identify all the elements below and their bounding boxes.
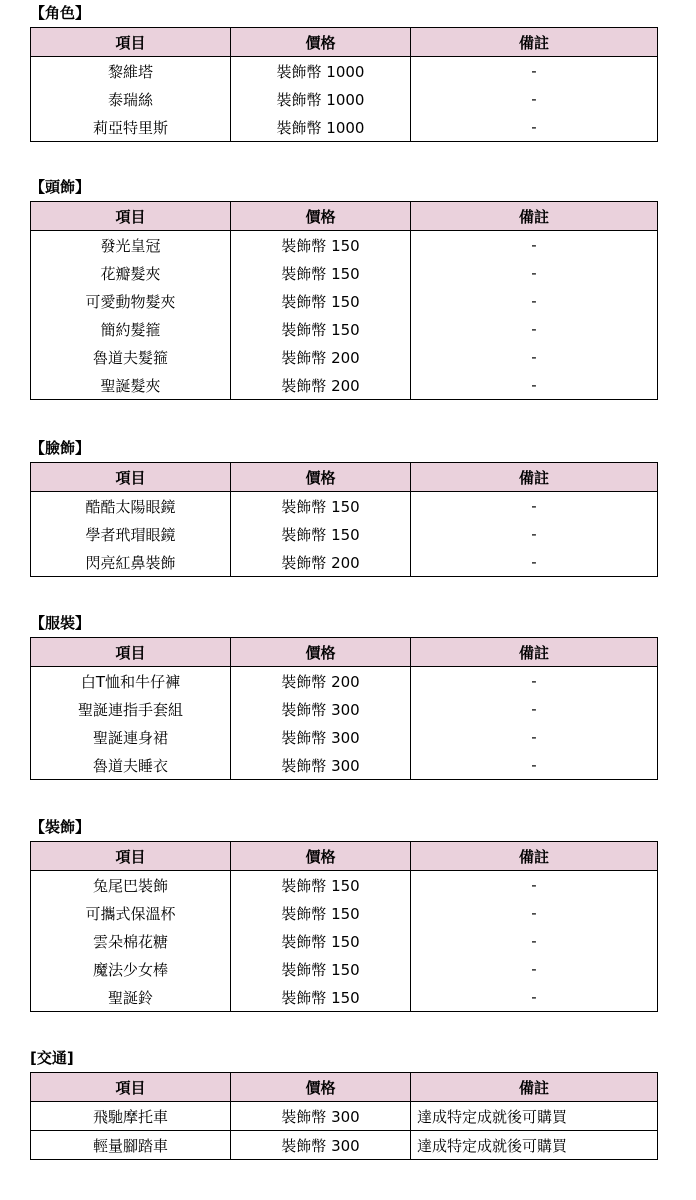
header-item: 項目 xyxy=(31,842,231,871)
table-row xyxy=(31,259,658,287)
cell-note: - xyxy=(411,259,658,287)
cell-price: 裝飾幣 300 xyxy=(231,1131,411,1160)
cell-item: 聖誕連身裙 xyxy=(31,723,231,751)
cell-price: 裝飾幣 200 xyxy=(231,667,411,696)
cell-note: - xyxy=(411,927,658,955)
cell-price: 裝飾幣 300 xyxy=(231,723,411,751)
header-price: 價格 xyxy=(231,28,411,57)
cell-price: 裝飾幣 1000 xyxy=(231,113,411,142)
table-row xyxy=(31,548,658,577)
header-note: 備註 xyxy=(411,202,658,231)
header-item: 項目 xyxy=(31,28,231,57)
cell-item: 簡約髮箍 xyxy=(31,315,231,343)
cell-price: 裝飾幣 150 xyxy=(231,899,411,927)
header-note: 備註 xyxy=(411,463,658,492)
table-header-row xyxy=(31,842,658,871)
cell-item: 雲朵棉花糖 xyxy=(31,927,231,955)
header-item: 項目 xyxy=(31,202,231,231)
cell-item: 聖誕髮夾 xyxy=(31,371,231,400)
cell-price: 裝飾幣 300 xyxy=(231,751,411,780)
cell-note: - xyxy=(411,723,658,751)
table-row xyxy=(31,520,658,548)
section-title: 【服裝】 xyxy=(30,614,91,632)
table-header-row xyxy=(31,638,658,667)
cell-price: 裝飾幣 150 xyxy=(231,231,411,260)
table-row xyxy=(31,57,658,86)
cell-note: - xyxy=(411,343,658,371)
cell-note: - xyxy=(411,315,658,343)
cell-price: 裝飾幣 150 xyxy=(231,315,411,343)
header-note: 備註 xyxy=(411,28,658,57)
table-row xyxy=(31,315,658,343)
cell-item: 發光皇冠 xyxy=(31,231,231,260)
cell-item: 閃亮紅鼻裝飾 xyxy=(31,548,231,577)
table-row xyxy=(31,695,658,723)
header-price: 價格 xyxy=(231,842,411,871)
cell-item: 魯道夫髮箍 xyxy=(31,343,231,371)
table-row xyxy=(31,723,658,751)
cell-price: 裝飾幣 150 xyxy=(231,927,411,955)
cell-price: 裝飾幣 150 xyxy=(231,287,411,315)
cell-price: 裝飾幣 150 xyxy=(231,871,411,900)
cell-item: 黎維塔 xyxy=(31,57,231,86)
price-table xyxy=(30,637,658,780)
table-row xyxy=(31,1102,658,1131)
cell-price: 裝飾幣 300 xyxy=(231,1102,411,1131)
cell-price: 裝飾幣 300 xyxy=(231,695,411,723)
cell-note: - xyxy=(411,695,658,723)
cell-price: 裝飾幣 1000 xyxy=(231,85,411,113)
cell-price: 裝飾幣 150 xyxy=(231,520,411,548)
cell-note: - xyxy=(411,287,658,315)
header-item: 項目 xyxy=(31,1073,231,1102)
table-row xyxy=(31,871,658,900)
cell-item: 輕量腳踏車 xyxy=(31,1131,231,1160)
cell-price: 裝飾幣 150 xyxy=(231,492,411,521)
cell-item: 兔尾巴裝飾 xyxy=(31,871,231,900)
cell-item: 莉亞特里斯 xyxy=(31,113,231,142)
price-table xyxy=(30,462,658,577)
cell-price: 裝飾幣 200 xyxy=(231,343,411,371)
table-row xyxy=(31,983,658,1012)
cell-note: - xyxy=(411,667,658,696)
table-row xyxy=(31,955,658,983)
table-row xyxy=(31,927,658,955)
section-title: 【角色】 xyxy=(30,4,91,22)
cell-item: 魔法少女棒 xyxy=(31,955,231,983)
section-title: [交通] xyxy=(30,1049,74,1067)
cell-item: 白T恤和牛仔褲 xyxy=(31,667,231,696)
cell-note: - xyxy=(411,751,658,780)
cell-price: 裝飾幣 150 xyxy=(231,955,411,983)
table-header-row xyxy=(31,1073,658,1102)
cell-price: 裝飾幣 150 xyxy=(231,259,411,287)
cell-note: - xyxy=(411,548,658,577)
cell-price: 裝飾幣 200 xyxy=(231,548,411,577)
cell-item: 聖誕連指手套組 xyxy=(31,695,231,723)
header-price: 價格 xyxy=(231,1073,411,1102)
cell-item: 魯道夫睡衣 xyxy=(31,751,231,780)
cell-item: 泰瑞絲 xyxy=(31,85,231,113)
cell-note: - xyxy=(411,899,658,927)
table-row xyxy=(31,287,658,315)
table-row xyxy=(31,667,658,696)
cell-note: - xyxy=(411,231,658,260)
cell-note: - xyxy=(411,983,658,1012)
cell-price: 裝飾幣 1000 xyxy=(231,57,411,86)
table-row xyxy=(31,113,658,142)
table-row xyxy=(31,343,658,371)
cell-note: - xyxy=(411,955,658,983)
section-title: 【裝飾】 xyxy=(30,818,91,836)
cell-note: - xyxy=(411,113,658,142)
section-title: 【頭飾】 xyxy=(30,178,91,196)
cell-item: 可愛動物髮夾 xyxy=(31,287,231,315)
header-item: 項目 xyxy=(31,638,231,667)
header-price: 價格 xyxy=(231,202,411,231)
cell-note: - xyxy=(411,492,658,521)
cell-price: 裝飾幣 200 xyxy=(231,371,411,400)
header-note: 備註 xyxy=(411,638,658,667)
table-row xyxy=(31,899,658,927)
header-note: 備註 xyxy=(411,842,658,871)
table-row xyxy=(31,492,658,521)
header-price: 價格 xyxy=(231,638,411,667)
table-row xyxy=(31,1131,658,1160)
header-note: 備註 xyxy=(411,1073,658,1102)
table-header-row xyxy=(31,202,658,231)
table-row xyxy=(31,85,658,113)
cell-note: 達成特定成就後可購買 xyxy=(411,1131,658,1160)
table-row xyxy=(31,371,658,400)
cell-item: 可攜式保溫杯 xyxy=(31,899,231,927)
cell-item: 酷酷太陽眼鏡 xyxy=(31,492,231,521)
cell-note: - xyxy=(411,520,658,548)
table-row xyxy=(31,231,658,260)
section-title: 【臉飾】 xyxy=(30,439,91,457)
table-row xyxy=(31,751,658,780)
header-price: 價格 xyxy=(231,463,411,492)
cell-item: 花瓣髮夾 xyxy=(31,259,231,287)
cell-note: - xyxy=(411,371,658,400)
table-header-row xyxy=(31,463,658,492)
table-header-row xyxy=(31,28,658,57)
cell-note: - xyxy=(411,871,658,900)
price-table xyxy=(30,841,658,1012)
cell-price: 裝飾幣 150 xyxy=(231,983,411,1012)
cell-item: 聖誕鈴 xyxy=(31,983,231,1012)
cell-note: - xyxy=(411,57,658,86)
cell-note: 達成特定成就後可購買 xyxy=(411,1102,658,1131)
price-table xyxy=(30,201,658,400)
price-table xyxy=(30,1072,658,1160)
header-item: 項目 xyxy=(31,463,231,492)
price-table xyxy=(30,27,658,142)
cell-note: - xyxy=(411,85,658,113)
cell-item: 飛馳摩托車 xyxy=(31,1102,231,1131)
cell-item: 學者玳瑁眼鏡 xyxy=(31,520,231,548)
